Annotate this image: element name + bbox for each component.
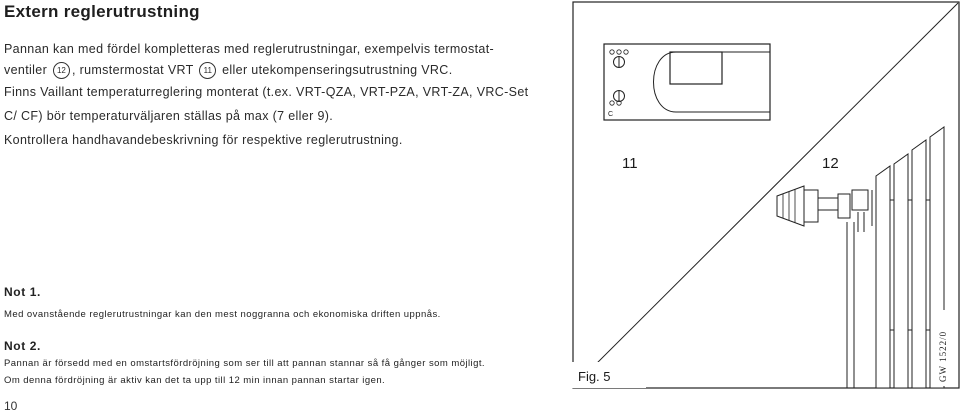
note-1-text: Med ovanstående reglerutrustningar kan den mest noggranna och ekonomiska driften uppnås.	[4, 309, 441, 320]
reference-marker-11: 11	[199, 62, 216, 79]
reference-marker-12: 12	[53, 62, 70, 79]
label-12: 12	[822, 155, 839, 172]
note-2-text-line-2: Om denna fördröjning är aktiv kan det ta upp till 12 min innan pannan startar igen.	[4, 375, 386, 386]
page-title: Extern reglerutrustning	[4, 2, 200, 21]
note-1-heading: Not 1.	[4, 285, 41, 299]
paragraph-line-3: Finns Vaillant temperaturreglering monterat (t.ex. VRT-QZA, VRT-PZA, VRT-ZA, VRC-Set	[4, 85, 529, 99]
figure-caption: Fig. 5	[578, 369, 611, 384]
figure-code: GW 1522/0	[938, 330, 948, 382]
thermostat-c-label: C	[608, 111, 614, 118]
paragraph-line-5: Kontrollera handhavandebeskrivning för respektive reglerutrustning.	[4, 133, 403, 147]
paragraph-line-2-middle: , rumstermostat VRT	[71, 62, 194, 77]
note-2-heading: Not 2.	[4, 339, 41, 353]
page-number: 10	[4, 399, 18, 413]
paragraph-line-2-end: eller utekompenseringsutrustning VRC.	[222, 62, 453, 77]
room-thermostat-icon	[604, 44, 770, 120]
paragraph-line-2	[4, 62, 453, 79]
paragraph-line-4: C/ CF) bör temperaturväljaren ställas på max (7 eller 9).	[4, 109, 334, 123]
pipe-icon	[847, 222, 854, 388]
figure-5-illustration	[572, 0, 960, 390]
paragraph-line-2-start: ventiler	[4, 62, 48, 77]
paragraph-line-1: Pannan kan med fördel kompletteras med reglerutrustningar, exempelvis termostat-	[4, 42, 495, 56]
thermostatic-valve-icon	[777, 186, 872, 232]
note-2-text-line-1: Pannan är försedd med en omstartsfördröjning som ser till att pannan stannar så få gånger som möjligt.	[4, 358, 486, 369]
label-11: 11	[622, 155, 638, 172]
